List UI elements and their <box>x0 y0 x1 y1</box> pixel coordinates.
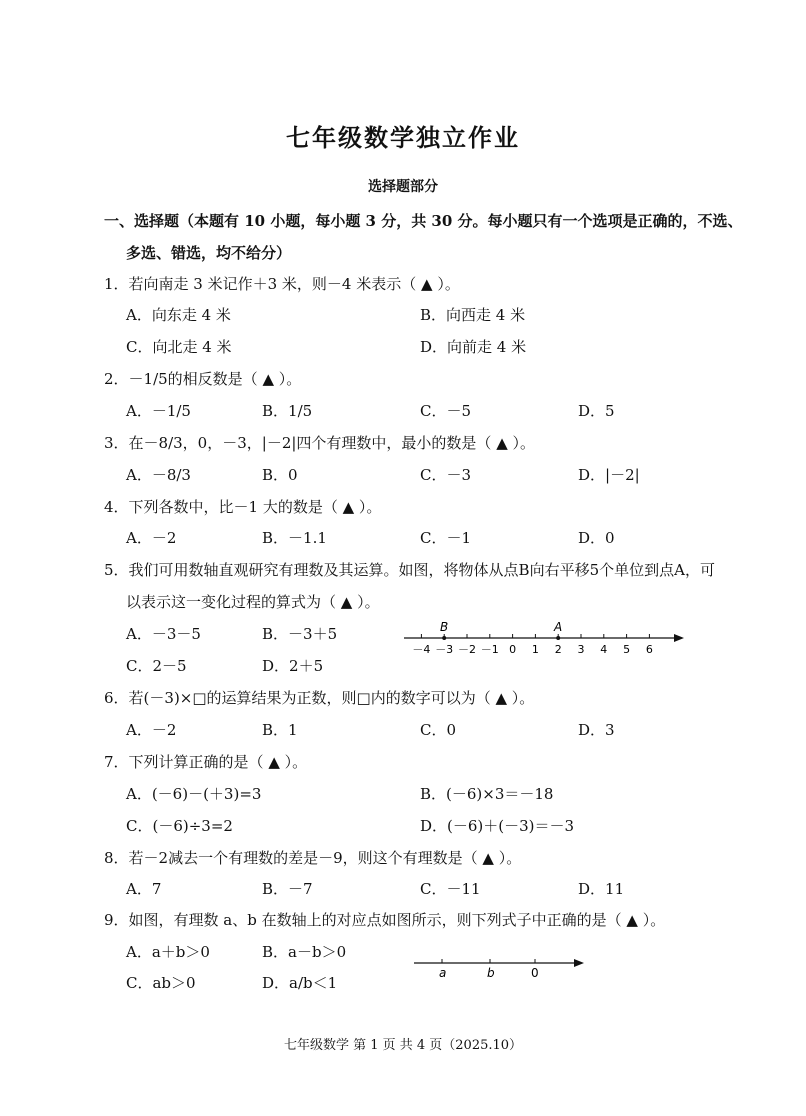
number-line-q5 <box>400 618 690 660</box>
label-a: a <box>439 966 447 980</box>
q3-option-d: D．|－2| <box>578 466 640 484</box>
q9-option-d: D．a/b＜1 <box>262 974 338 992</box>
question-8-stem: 8．若－2减去一个有理数的差是－9，则这个有理数是（ ▲ ）。 <box>104 849 522 867</box>
point-b <box>442 636 446 640</box>
label-zero: 0 <box>531 966 539 980</box>
q5-option-c: C．2－5 <box>126 657 187 675</box>
q5-option-b: B．－3＋5 <box>262 625 338 643</box>
q7-option-d: D．(－6)＋(－3)＝－3 <box>420 817 575 835</box>
q6-option-d: D．3 <box>578 721 615 739</box>
section-heading: 一、选择题（本题有 10 小题，每小题 3 分，共 30 分。每小题只有一个选项是正确的，不选、 <box>104 212 743 230</box>
q2-option-b: B．1/5 <box>262 402 313 420</box>
q2-option-c: C．－5 <box>420 402 472 420</box>
tick-label: 5 <box>623 643 631 656</box>
question-1-stem: 1．若向南走 3 米记作＋3 米，则－4 米表示（ ▲ ）。 <box>104 275 460 293</box>
question-5-stem-cont: 以表示这一变化过程的算式为（ ▲ ）。 <box>126 593 380 611</box>
q4-option-c: C．－1 <box>420 529 472 547</box>
q7-option-b: B．(－6)×3＝－18 <box>420 785 554 803</box>
q1-option-d: D．向前走 4 米 <box>420 338 527 356</box>
q1-option-a: A．向东走 4 米 <box>126 306 231 324</box>
axis-arrow <box>674 634 684 642</box>
q5-option-a: A．－3－5 <box>126 625 201 643</box>
q6-option-c: C．0 <box>420 721 457 739</box>
q7-option-c: C．(－6)÷3=2 <box>126 817 233 835</box>
q9-option-a: A．a＋b＞0 <box>126 943 210 961</box>
tick-label: 1 <box>531 643 539 656</box>
q3-option-c: C．－3 <box>420 466 472 484</box>
q5-option-d: D．2＋5 <box>262 657 324 675</box>
tick-label: 6 <box>645 643 653 656</box>
tick-label: －4 <box>412 643 431 656</box>
section-subtitle: 选择题部分 <box>368 179 438 195</box>
label-b: b <box>487 966 495 980</box>
question-5-stem: 5．我们可用数轴直观研究有理数及其运算。如图，将物体从点B向右平移5个单位到点A，可 <box>104 561 715 579</box>
page-footer: 七年级数学 第 1 页 共 4 页（2025.10） <box>283 1038 523 1053</box>
number-line-q9 <box>410 950 590 982</box>
q4-option-d: D．0 <box>578 529 615 547</box>
tick-label: －2 <box>458 643 476 656</box>
q8-option-c: C．－11 <box>420 880 481 898</box>
section-heading-cont: 多选、错选，均不给分） <box>126 244 292 262</box>
tick-label: 3 <box>577 643 585 656</box>
q6-option-a: A．－2 <box>126 721 177 739</box>
page-title: 七年级数学独立作业 <box>286 123 520 152</box>
q4-option-b: B．－1.1 <box>262 529 327 547</box>
question-7-stem: 7．下列计算正确的是（ ▲ ）。 <box>104 753 308 771</box>
tick-label: 0 <box>509 643 517 656</box>
q1-option-b: B．向西走 4 米 <box>420 306 526 324</box>
axis-arrow <box>574 959 584 967</box>
tick-label: －3 <box>435 643 454 656</box>
q7-option-a: A．(－6)－(＋3)=3 <box>126 785 262 803</box>
q3-option-b: B．0 <box>262 466 298 484</box>
question-2-stem: 2．－1/5的相反数是（ ▲ ）。 <box>104 370 302 388</box>
q8-option-d: D．11 <box>578 880 625 898</box>
q2-option-d: D．5 <box>578 402 615 420</box>
q4-option-a: A．－2 <box>126 529 177 547</box>
question-3-stem: 3．在－8/3，0，－3，|－2|四个有理数中，最小的数是（ ▲ ）。 <box>104 434 535 452</box>
q9-option-c: C．ab＞0 <box>126 974 196 992</box>
question-6-stem: 6．若(－3)×□的运算结果为正数，则□内的数字可以为（ ▲ ）。 <box>104 689 535 707</box>
tick-label: －1 <box>480 643 499 656</box>
q8-option-b: B．－7 <box>262 880 313 898</box>
tick-label: 2 <box>554 643 562 656</box>
q2-option-a: A．－1/5 <box>126 402 191 420</box>
q1-option-c: C．向北走 4 米 <box>126 338 232 356</box>
question-4-stem: 4．下列各数中，比－1 大的数是（ ▲ ）。 <box>104 498 382 516</box>
q6-option-b: B．1 <box>262 721 298 739</box>
point-a <box>556 636 560 640</box>
q3-option-a: A．－8/3 <box>126 466 191 484</box>
point-b-label: B <box>440 620 449 634</box>
tick-label: 4 <box>600 643 608 656</box>
q9-option-b: B．a－b＞0 <box>262 943 347 961</box>
question-9-stem: 9．如图，有理数 a、b 在数轴上的对应点如图所示，则下列式子中正确的是（ ▲ ）。 <box>104 911 666 929</box>
point-a-label: A <box>554 620 563 634</box>
q8-option-a: A．7 <box>126 880 162 898</box>
